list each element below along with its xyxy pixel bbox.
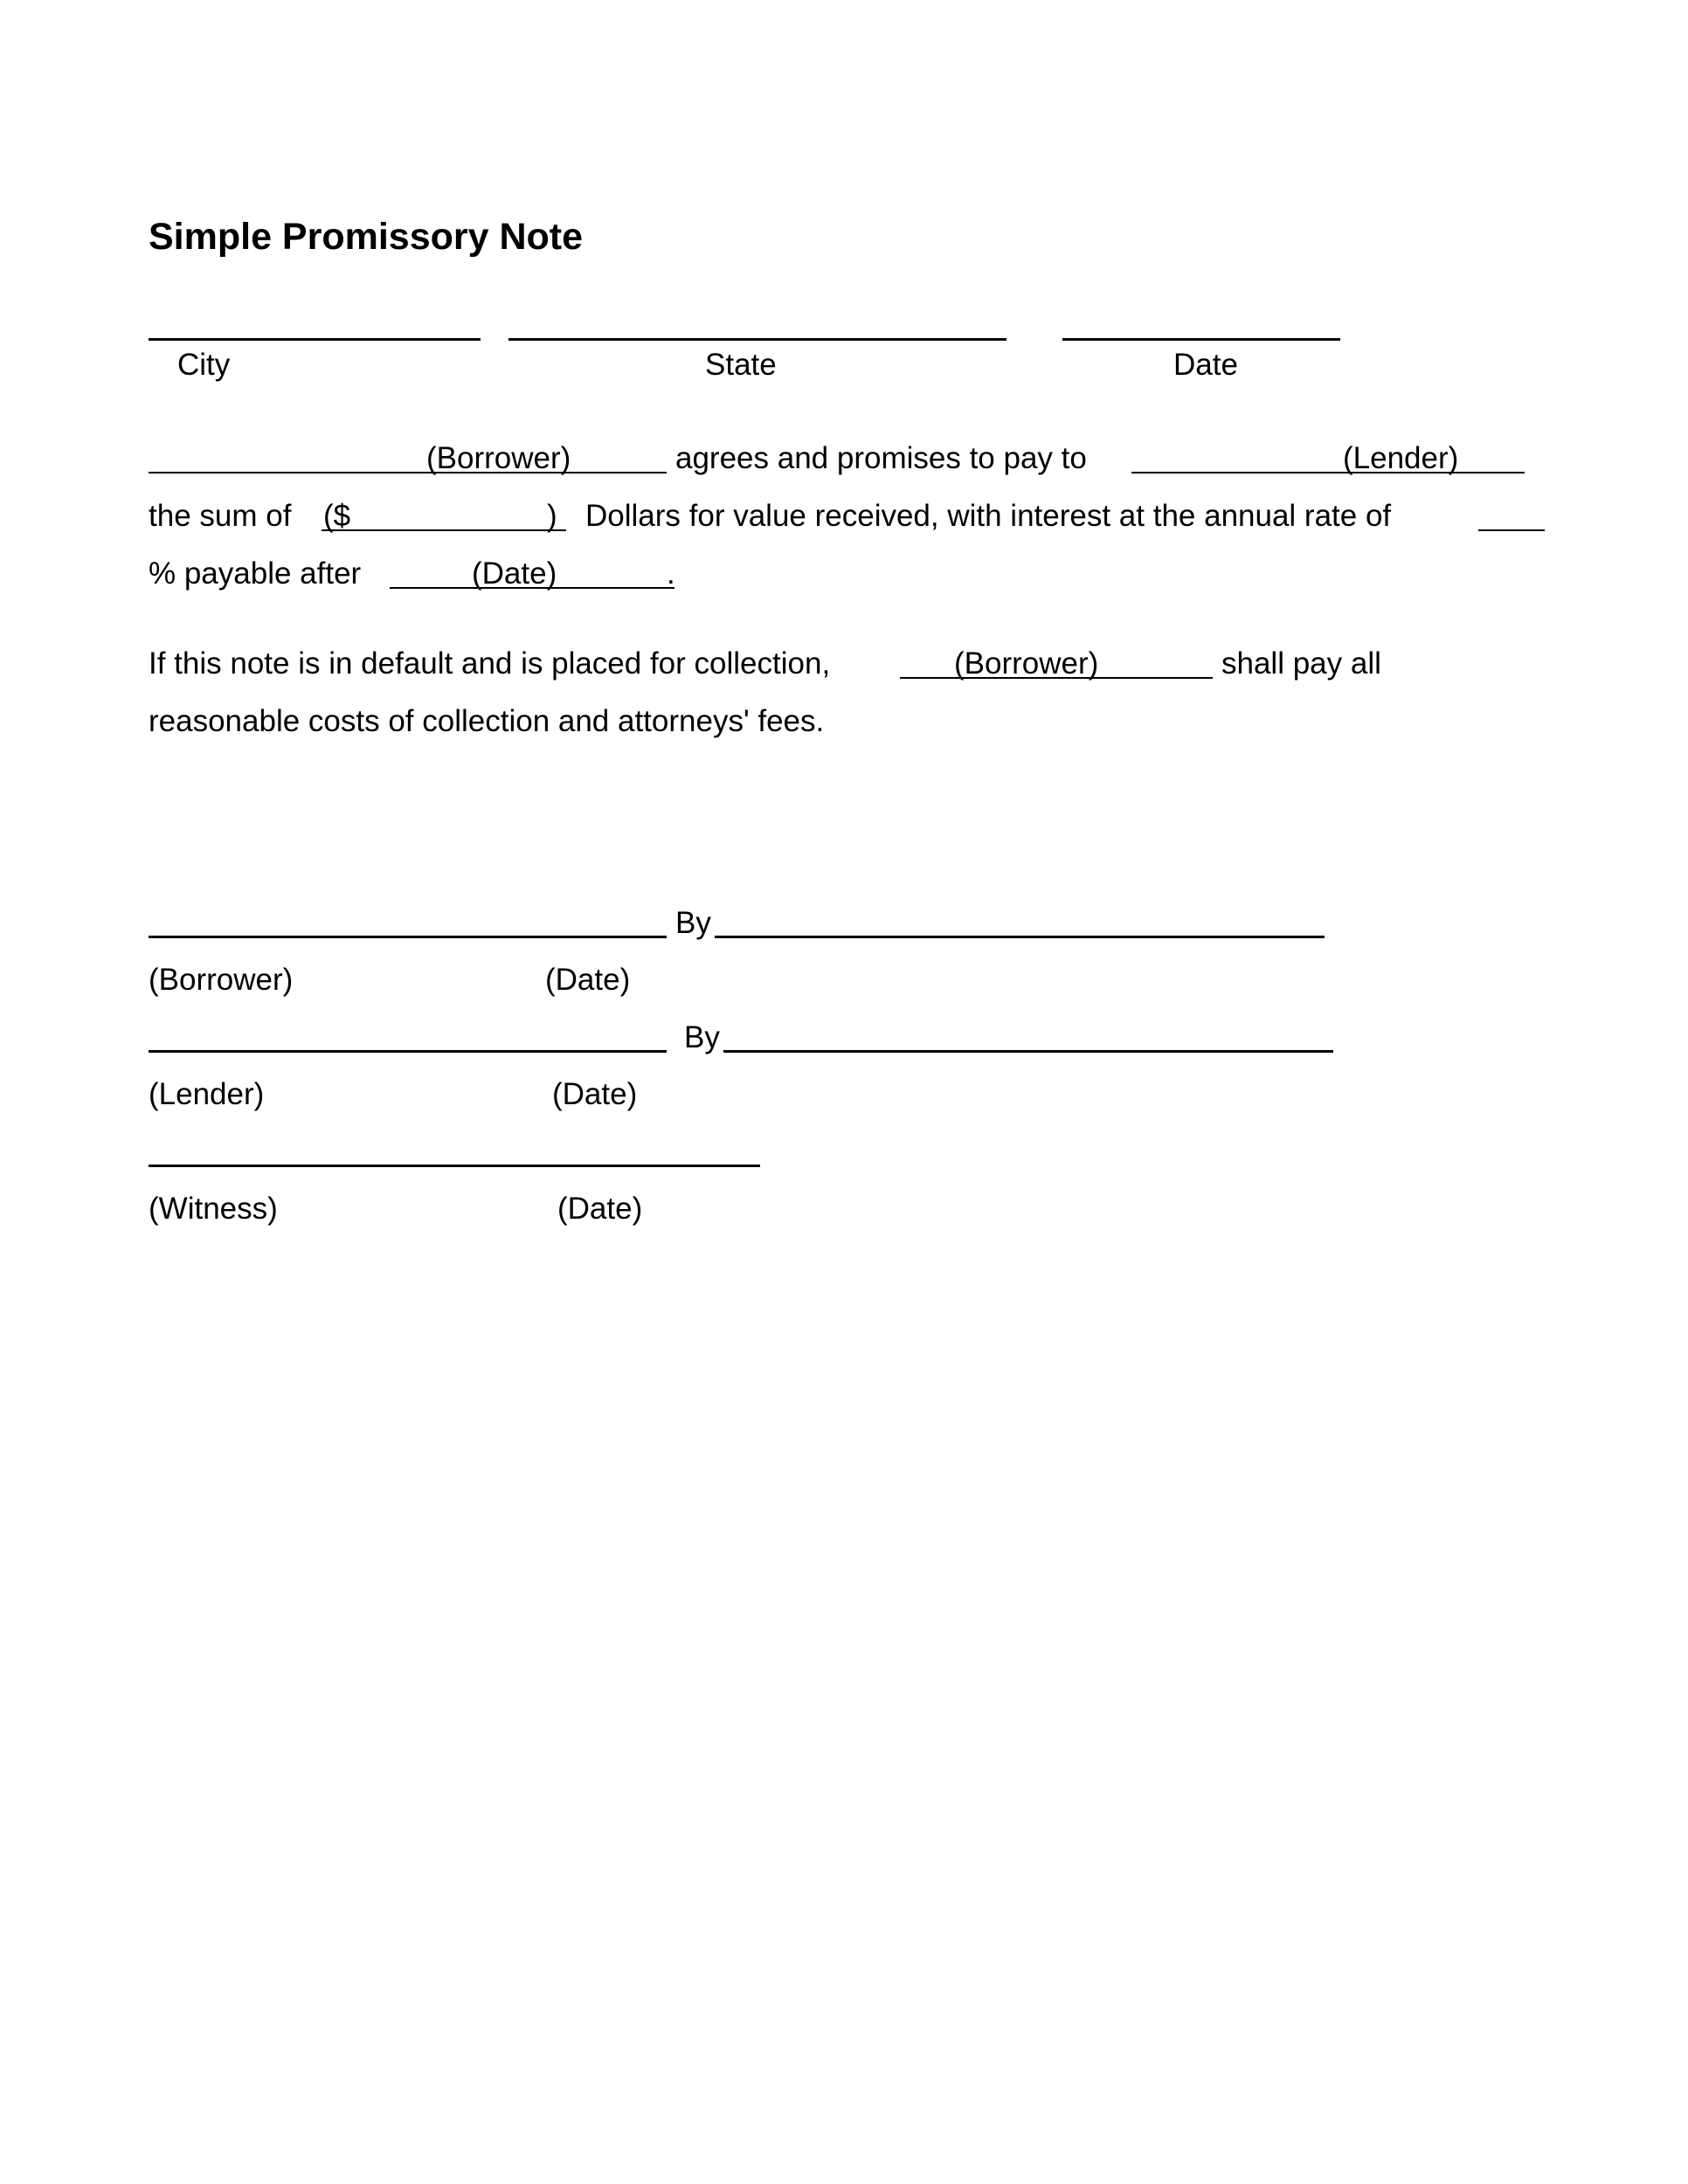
- witness-signature-line[interactable]: [149, 1165, 760, 1167]
- lender-signature-line[interactable]: [149, 1050, 667, 1053]
- date-line[interactable]: [1062, 338, 1340, 341]
- borrower-date-label: (Date): [545, 963, 631, 997]
- document-title: Simple Promissory Note: [149, 216, 584, 258]
- dollar-open: ($: [323, 499, 351, 533]
- lender-by-line[interactable]: [723, 1050, 1333, 1053]
- default-text: If this note is in default and is placed for collection,: [149, 646, 831, 681]
- date-label: Date: [1173, 348, 1238, 382]
- witness-date-label: (Date): [557, 1192, 643, 1226]
- lender-by-label: By: [684, 1020, 720, 1054]
- lender-placeholder: (Lender): [1343, 441, 1459, 475]
- borrower-signature-line[interactable]: [149, 936, 667, 938]
- borrower-signature-label: (Borrower): [149, 963, 294, 997]
- city-line[interactable]: [149, 338, 481, 341]
- borrower-blank-line[interactable]: [149, 472, 667, 473]
- borrower-by-line[interactable]: [715, 936, 1325, 938]
- lender-date-label: (Date): [552, 1077, 638, 1111]
- dollar-close: ): [547, 499, 557, 533]
- state-line[interactable]: [508, 338, 1007, 341]
- borrower-by-label: By: [675, 906, 711, 940]
- default-borrower-placeholder: (Borrower): [954, 646, 1099, 681]
- agrees-text: agrees and promises to pay to: [675, 441, 1087, 475]
- amount-blank-line[interactable]: [322, 529, 566, 531]
- rate-blank-line[interactable]: [1478, 529, 1545, 531]
- lender-signature-label: (Lender): [149, 1077, 265, 1111]
- dollars-text: Dollars for value received, with interest at the annual rate of: [585, 499, 1392, 533]
- state-label: State: [705, 348, 777, 382]
- payable-date-placeholder: (Date): [472, 556, 557, 591]
- shall-pay-text: shall pay all: [1221, 646, 1381, 681]
- borrower-placeholder: (Borrower): [426, 441, 571, 475]
- sum-text: the sum of: [149, 499, 292, 533]
- city-label: City: [177, 348, 231, 382]
- witness-signature-label: (Witness): [149, 1192, 278, 1226]
- costs-text: reasonable costs of collection and attorneys' fees.: [149, 704, 825, 738]
- payable-text: % payable after: [149, 556, 362, 591]
- payable-period: .: [667, 556, 675, 591]
- lender-blank-line[interactable]: [1131, 472, 1525, 473]
